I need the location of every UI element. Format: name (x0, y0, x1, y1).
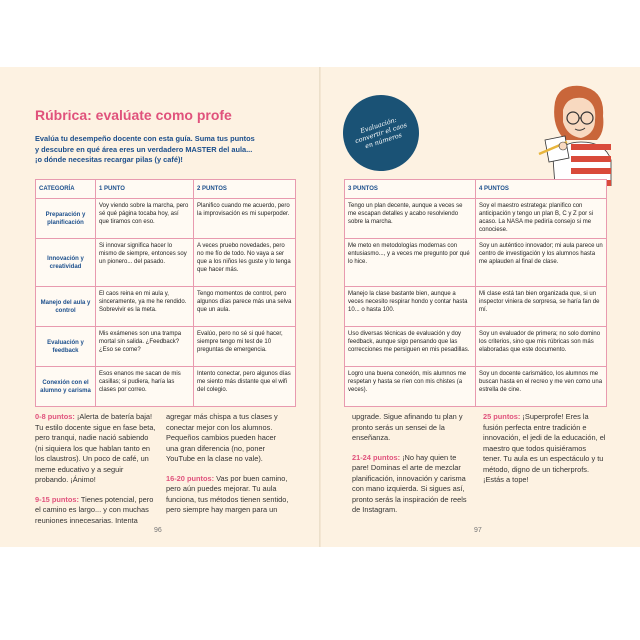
table-cell: Soy un docente carismático, los alumnos me buscan hasta en el recreo y me ven como una estrella de cine. (476, 367, 607, 407)
result-16-20 (166, 474, 289, 516)
result-text: ¡Alerta de batería baja! Tu estilo docente sigue en fase beta, pero tranqui, nadie nació sabiendo (ni siquiera los que hablan tanto en los claustros). Un poco de café, un meme educativo y a seguir probando. ¡Ánimo! (35, 412, 156, 484)
result-text: upgrade. Sigue afinando tu plan y pronto serás un sensei de la enseñanza. (352, 412, 463, 442)
table-cell: Esos enanos me sacan de mis casillas; si pudiera, haría las clases por correo. (96, 367, 194, 407)
category-cell: Manejo del aula y control (36, 287, 96, 327)
header-1-punto: 1 PUNTO (96, 180, 194, 199)
result-0-8 (35, 412, 158, 486)
header-categoria: CATEGORÍA (36, 180, 96, 199)
badge-text: Evaluación: convertir el caos en números (354, 115, 408, 151)
table-cell: Soy el maestro estratega: planifico con anticipación y tengo un plan B, C y Z por si acaso. La NASA me pediría consejo si me conociese. (476, 199, 607, 239)
result-25 (483, 412, 606, 486)
table-cell: Si innovar significa hacer lo mismo de siempre, entonces soy un pionero... del pasado. (96, 239, 194, 287)
header-4-puntos: 4 PUNTOS (476, 180, 607, 199)
rubric-table-left (35, 179, 296, 407)
result-label: 16-20 puntos: (166, 473, 215, 483)
result-text: Tienes potencial, pero el camino es largo... y con muchas reuniones innecesarias. Intenta (35, 494, 154, 525)
table-cell: Evalúo, pero no sé si qué hacer, siempre tengo mi test de 10 preguntas de emergencia. (194, 327, 296, 367)
table-cell: El caos reina en mi aula y, sinceramente, ya me he rendido. Sobrevivir es la meta. (96, 287, 194, 327)
category-cell: Innovación y creatividad (36, 239, 96, 287)
header-2-puntos: 2 PUNTOS (194, 180, 296, 199)
results-column-2 (166, 412, 289, 525)
book-gutter (319, 67, 321, 547)
table-cell: Uso diversas técnicas de evaluación y doy feedback, aunque sigo pensando que las correcciones me persiguen en mis pesadillas. (345, 327, 476, 367)
rubric-table-right (344, 179, 607, 407)
page-number-left: 96 (154, 527, 162, 534)
table-cell: Tengo momentos de control, pero algunos días parece más una selva que un aula. (194, 287, 296, 327)
table-cell: Tengo un plan decente, aunque a veces se me escapan detalles y acabo resolviendo sobre la marcha. (345, 199, 476, 239)
table-cell: Voy viendo sobre la marcha, pero sé qué página tocaba hoy, así que tiramos con eso. (96, 199, 194, 239)
teacher-illustration-icon (525, 82, 613, 186)
page-number-right: 97 (474, 527, 482, 534)
result-16-20-cont (352, 412, 475, 444)
table-cell: Mis exámenes son una trampa mortal sin salida. ¿Feedback? ¿Eso se come? (96, 327, 194, 367)
result-9-15-cont (166, 412, 289, 465)
result-text: Vas por buen camino, pero aún puedes mejorar. Tu aula funciona, tus métodos tienen sentido, pero siempre hay margen para un (166, 473, 289, 514)
result-21-24 (352, 453, 475, 516)
intro-text: Evalúa tu desempeño docente con esta guía. Suma tus puntos y descubre en qué área eres un verdadero MASTER del aula... ¡o dónde necesitas recargar pilas (y café)! (35, 134, 255, 164)
results-column-1 (35, 412, 158, 535)
table-cell: Me meto en metodologías modernas con entusiasmo..., y a veces me pregunto por qué lo hice. (345, 239, 476, 287)
table-cell: Mi clase está tan bien organizada que, si un inspector viniera de sorpresa, se haría fan de mí. (476, 287, 607, 327)
category-cell: Preparación y planificación (36, 199, 96, 239)
result-text: agregar más chispa a tus clases y conectar mejor con los alumnos. Pequeños cambios pueden hacer una gran diferencia (no, poner YouTube en la clase no vale). (166, 412, 278, 463)
result-9-15 (35, 495, 158, 527)
result-text: ¡No hay quien te pare! Dominas el arte de mezclar planificación, innovación y carisma con mano izquierda. Si sigues así, pronto serás la inspiración de reels de Instagram. (352, 452, 467, 514)
result-label: 25 puntos: (483, 412, 521, 421)
header-3-puntos: 3 PUNTOS (345, 180, 476, 199)
result-text: ¡Superprofe! Eres la fusión perfecta entre tradición e innovación, el jedi de la educación, el maestro que todos quisiéramos tener. Tu aula es un espectáculo y tu método, digno de un ticherprofs. ¡Estás a tope! (483, 412, 606, 484)
results-column-4 (483, 412, 606, 495)
table-cell: Soy un auténtico innovador; mi aula parece un centro de investigación y los alumnos hasta me aplauden al final de clase. (476, 239, 607, 287)
result-label: 21-24 puntos: (352, 452, 401, 462)
table-cell: Manejo la clase bastante bien, aunque a veces necesito respirar hondo y contar hasta 10... o hasta 100. (345, 287, 476, 327)
table-cell: Intento conectar, pero algunos días me siento más distante que el wifi del colegio. (194, 367, 296, 407)
table-cell: Soy un evaluador de primera; no solo domino los criterios, sino que mis rúbricas son más elaboradas que este documento. (476, 327, 607, 367)
table-cell: Planifico cuando me acuerdo, pero la improvisación es mi superpoder. (194, 199, 296, 239)
table-cell: A veces pruebo novedades, pero no me fío de todo. No vaya a ser que a los niños les guste y lo tenga que hacer más. (194, 239, 296, 287)
category-cell: Evaluación y feedback (36, 327, 96, 367)
page-title: Rúbrica: evalúate como profe (35, 107, 232, 123)
category-cell: Conexión con el alumno y carisma (36, 367, 96, 407)
result-label: 0-8 puntos: (35, 412, 75, 421)
table-cell: Logro una buena conexión, mis alumnos me respetan y hasta se ríen con mis chistes (a veces). (345, 367, 476, 407)
result-label: 9-15 puntos: (35, 494, 79, 504)
results-column-3 (352, 412, 475, 525)
